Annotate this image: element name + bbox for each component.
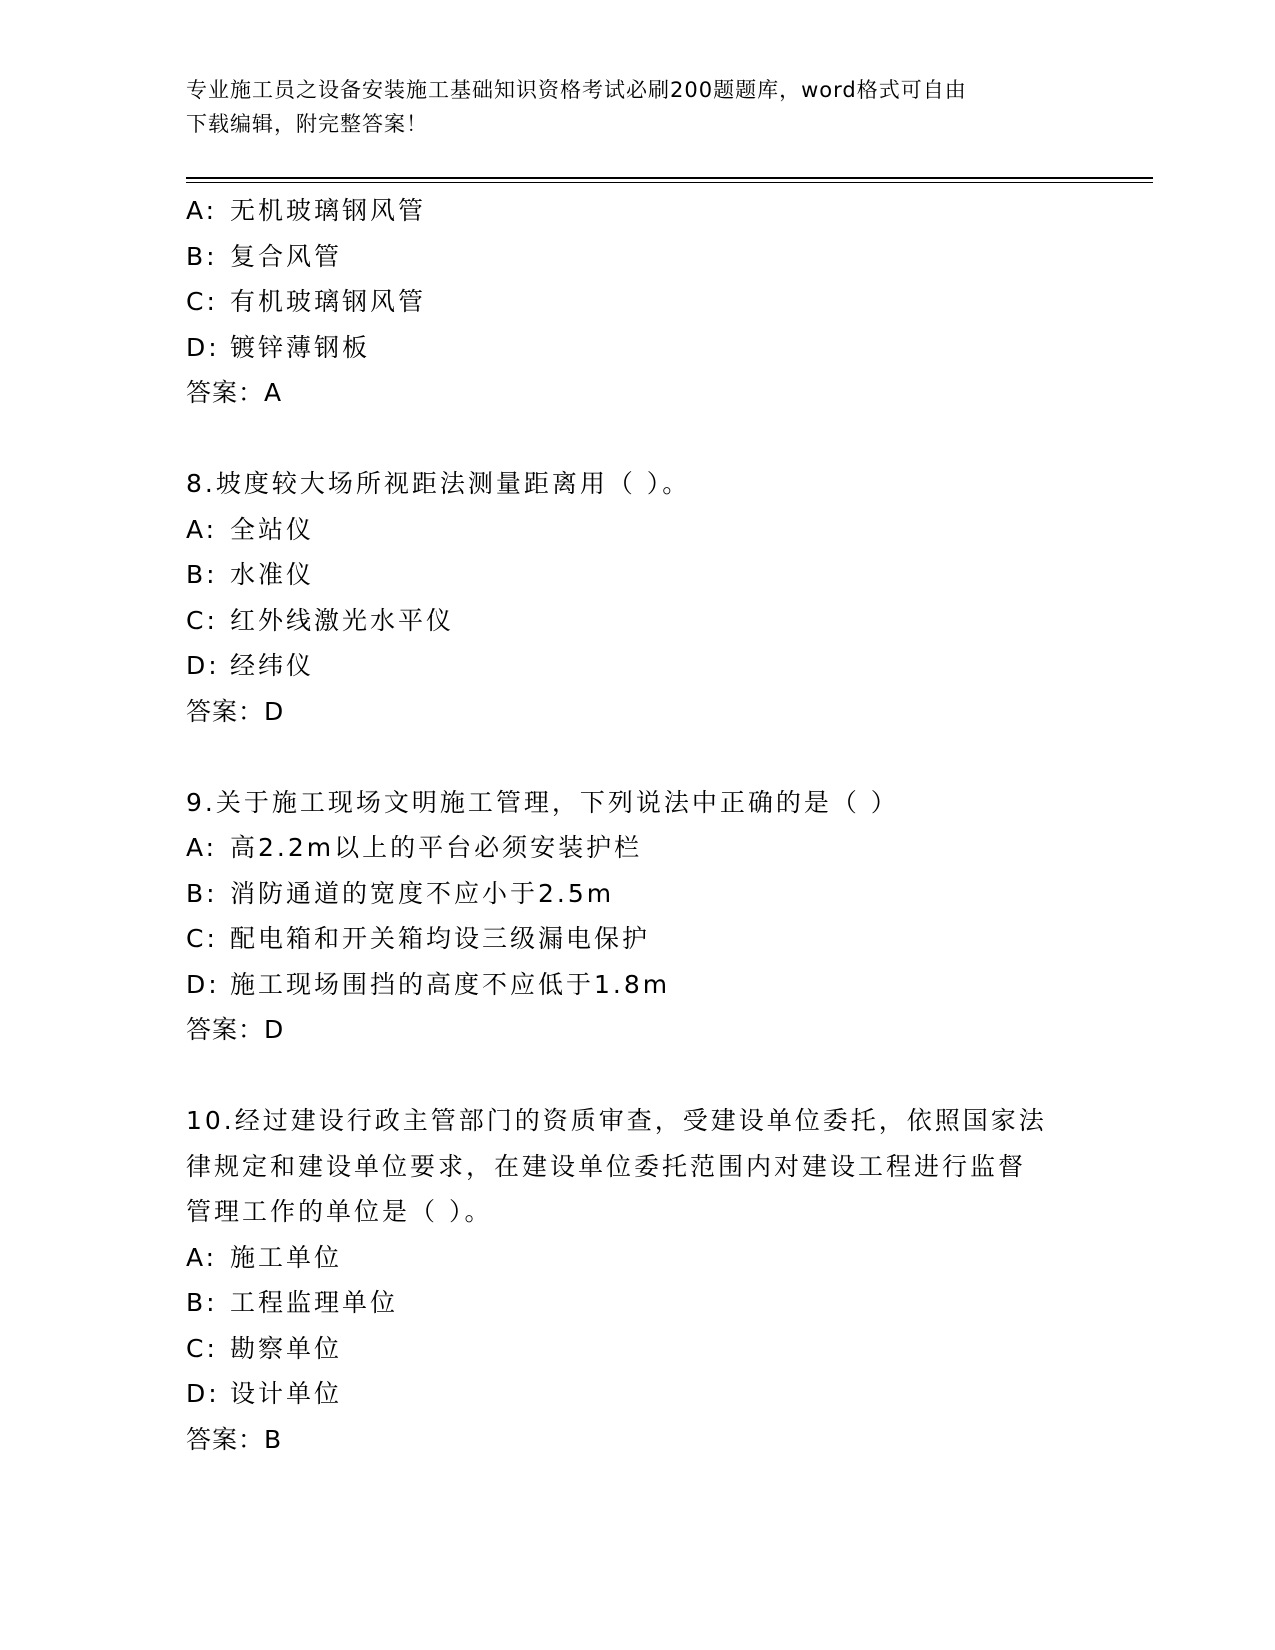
option-label: C: xyxy=(186,605,218,635)
option-label: B: xyxy=(186,1288,218,1317)
option-label: B: xyxy=(186,878,218,908)
question-8 xyxy=(186,461,1086,734)
option-d xyxy=(186,643,1086,689)
option-text: 施工单位 xyxy=(230,1242,343,1272)
header-line-1: 专业施工员之设备安装施工基础知识资格考试必刷200题题库，word格式可自由 xyxy=(186,78,967,102)
option-b xyxy=(186,1280,1086,1326)
option-text: 复合风管 xyxy=(230,241,343,271)
header-divider-thick xyxy=(186,177,1153,179)
option-label: A: xyxy=(186,1242,218,1272)
option-a xyxy=(186,825,1086,871)
question-10 xyxy=(186,1098,1086,1462)
option-text: 工程监理单位 xyxy=(230,1288,399,1317)
option-text: 高2.2m以上的平台必须安装护栏 xyxy=(230,833,643,862)
option-label: B: xyxy=(186,241,218,271)
question-7-continued xyxy=(186,188,1086,416)
option-d xyxy=(186,962,1086,1008)
option-c xyxy=(186,598,1086,644)
option-text: 水准仪 xyxy=(230,560,315,589)
option-text: 有机玻璃钢风管 xyxy=(230,287,427,316)
document-header xyxy=(186,73,1066,141)
header-line-2: 下载编辑，附完整答案！ xyxy=(186,112,428,136)
option-b xyxy=(186,871,1086,917)
option-a xyxy=(186,188,1086,234)
option-label: D: xyxy=(186,969,220,999)
question-list xyxy=(186,188,1086,1462)
option-c xyxy=(186,279,1086,325)
answer-line: 答案：D xyxy=(186,696,285,726)
option-d xyxy=(186,1371,1086,1417)
answer-line: 答案：B xyxy=(186,1424,283,1454)
option-b xyxy=(186,552,1086,598)
option-b xyxy=(186,234,1086,280)
option-label: C: xyxy=(186,1333,218,1363)
option-label: A: xyxy=(186,196,218,225)
question-stem: 8.坡度较大场所视距法测量距离用（ ）。 xyxy=(186,469,691,498)
question-9 xyxy=(186,780,1086,1053)
option-a xyxy=(186,507,1086,553)
header-divider-thin xyxy=(186,182,1153,183)
option-label: D: xyxy=(186,1379,220,1408)
option-label: C: xyxy=(186,924,218,953)
spacer xyxy=(186,734,1086,780)
option-label: C: xyxy=(186,287,218,316)
option-label: B: xyxy=(186,560,218,589)
option-label: A: xyxy=(186,514,218,544)
option-text: 全站仪 xyxy=(230,514,315,544)
option-text: 设计单位 xyxy=(230,1379,343,1408)
option-label: D: xyxy=(186,651,220,680)
option-text: 施工现场围挡的高度不应低于1.8m xyxy=(230,969,671,999)
option-d xyxy=(186,325,1086,371)
question-stem: 9.关于施工现场文明施工管理，下列说法中正确的是（ ） xyxy=(186,787,899,817)
option-text: 配电箱和开关箱均设三级漏电保护 xyxy=(230,924,651,953)
option-label: D: xyxy=(186,332,220,362)
option-a xyxy=(186,1235,1086,1281)
option-text: 无机玻璃钢风管 xyxy=(230,196,427,225)
option-text: 红外线激光水平仪 xyxy=(230,605,455,635)
option-text: 消防通道的宽度不应小于2.5m xyxy=(230,878,615,908)
option-c xyxy=(186,1326,1086,1372)
question-stem-line-1: 10.经过建设行政主管部门的资质审查，受建设单位委托，依照国家法 xyxy=(186,1106,1047,1135)
option-text: 勘察单位 xyxy=(230,1333,343,1363)
answer-line: 答案：D xyxy=(186,1015,285,1044)
spacer xyxy=(186,1053,1086,1099)
answer-line: 答案：A xyxy=(186,378,283,407)
option-label: A: xyxy=(186,833,218,862)
spacer xyxy=(186,416,1086,462)
option-text: 镀锌薄钢板 xyxy=(230,332,371,362)
option-c xyxy=(186,916,1086,962)
option-text: 经纬仪 xyxy=(230,651,315,680)
question-stem-line-3: 管理工作的单位是（ ）。 xyxy=(186,1197,493,1226)
question-stem-line-2: 律规定和建设单位要求，在建设单位委托范围内对建设工程进行监督 xyxy=(186,1151,1027,1181)
